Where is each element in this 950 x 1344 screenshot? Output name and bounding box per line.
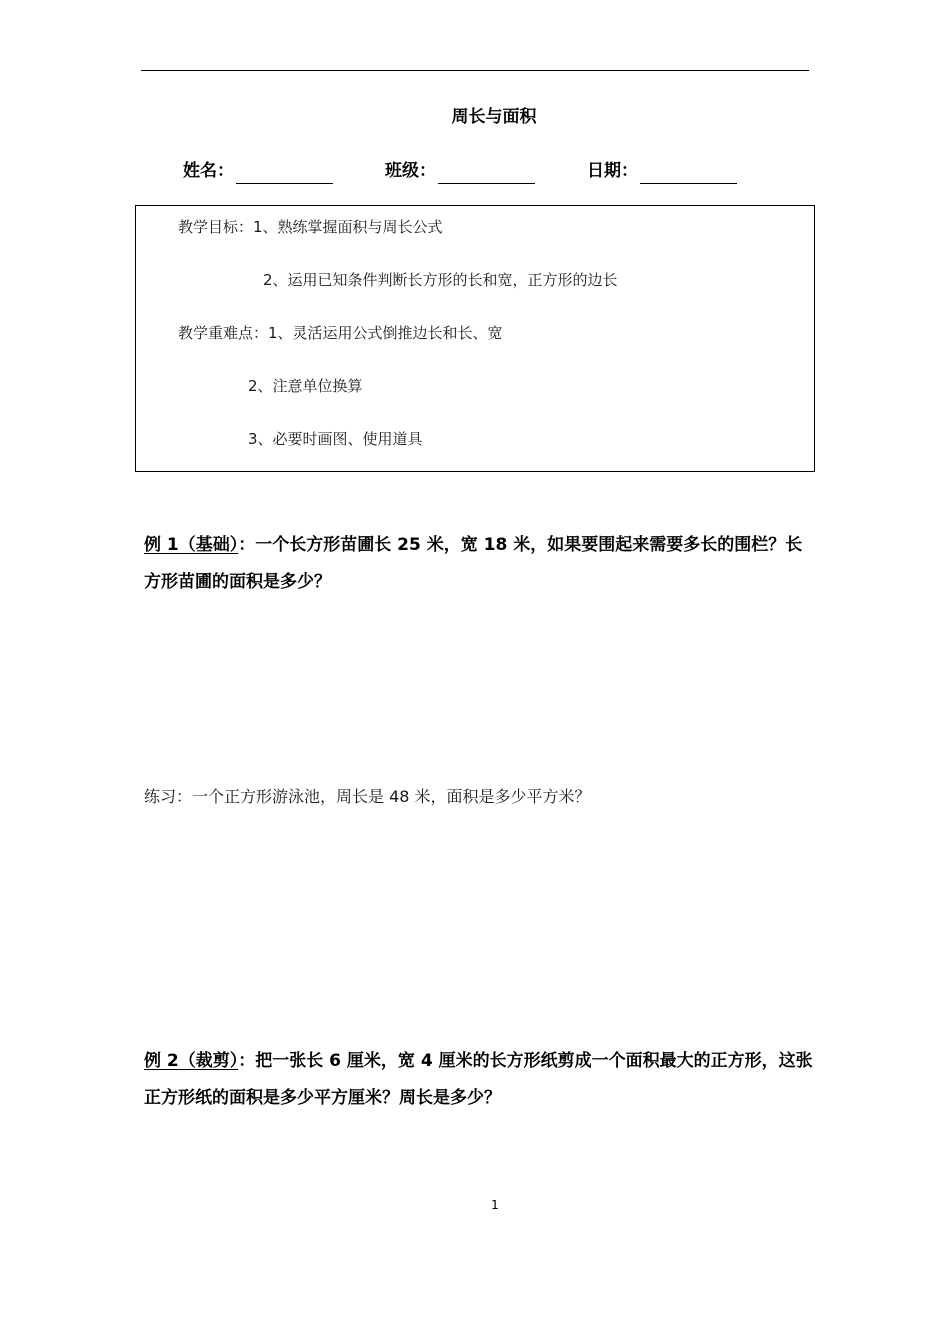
name-field bbox=[183, 158, 333, 184]
page-number: 1 bbox=[491, 1198, 499, 1212]
example-2 bbox=[144, 1043, 816, 1117]
key-point-3: 3、必要时画图、使用道具 bbox=[248, 430, 423, 448]
practice-problem: 练习：一个正方形游泳池，周长是 48 米，面积是多少平方米？ bbox=[144, 787, 591, 806]
name-label: 姓名： bbox=[183, 161, 234, 181]
example-1 bbox=[144, 527, 816, 601]
teaching-goal-2: 2、运用已知条件判断长方形的长和宽，正方形的边长 bbox=[263, 271, 618, 289]
key-point-2: 2、注意单位换算 bbox=[248, 377, 363, 395]
class-blank[interactable] bbox=[438, 163, 535, 184]
example-2-text: ：把一张长 6 厘米，宽 4 厘米的长方形纸剪成一个面积最大的正方形，这张正方形纸的面积是多少平方厘米？周长是多少？ bbox=[144, 1051, 813, 1108]
objectives-box bbox=[135, 205, 815, 472]
date-label: 日期： bbox=[587, 161, 638, 181]
example-1-text: ：一个长方形苗圃长 25 米，宽 18 米，如果要围起来需要多长的围栏？长方形苗圃的面积是多少？ bbox=[144, 535, 803, 592]
name-blank[interactable] bbox=[236, 163, 333, 184]
class-field bbox=[385, 158, 535, 184]
class-label: 班级： bbox=[385, 161, 436, 181]
page-title: 周长与面积 bbox=[451, 107, 537, 127]
example-2-label: 例 2（裁剪） bbox=[144, 1051, 239, 1071]
header-rule bbox=[141, 70, 809, 71]
student-info-row bbox=[0, 158, 950, 188]
date-field bbox=[587, 158, 737, 184]
key-point-1: 教学重难点：1、灵活运用公式倒推边长和长、宽 bbox=[178, 324, 503, 342]
example-1-label: 例 1（基础） bbox=[144, 535, 239, 555]
teaching-goal-1: 教学目标：1、熟练掌握面积与周长公式 bbox=[178, 218, 443, 236]
date-blank[interactable] bbox=[640, 163, 737, 184]
